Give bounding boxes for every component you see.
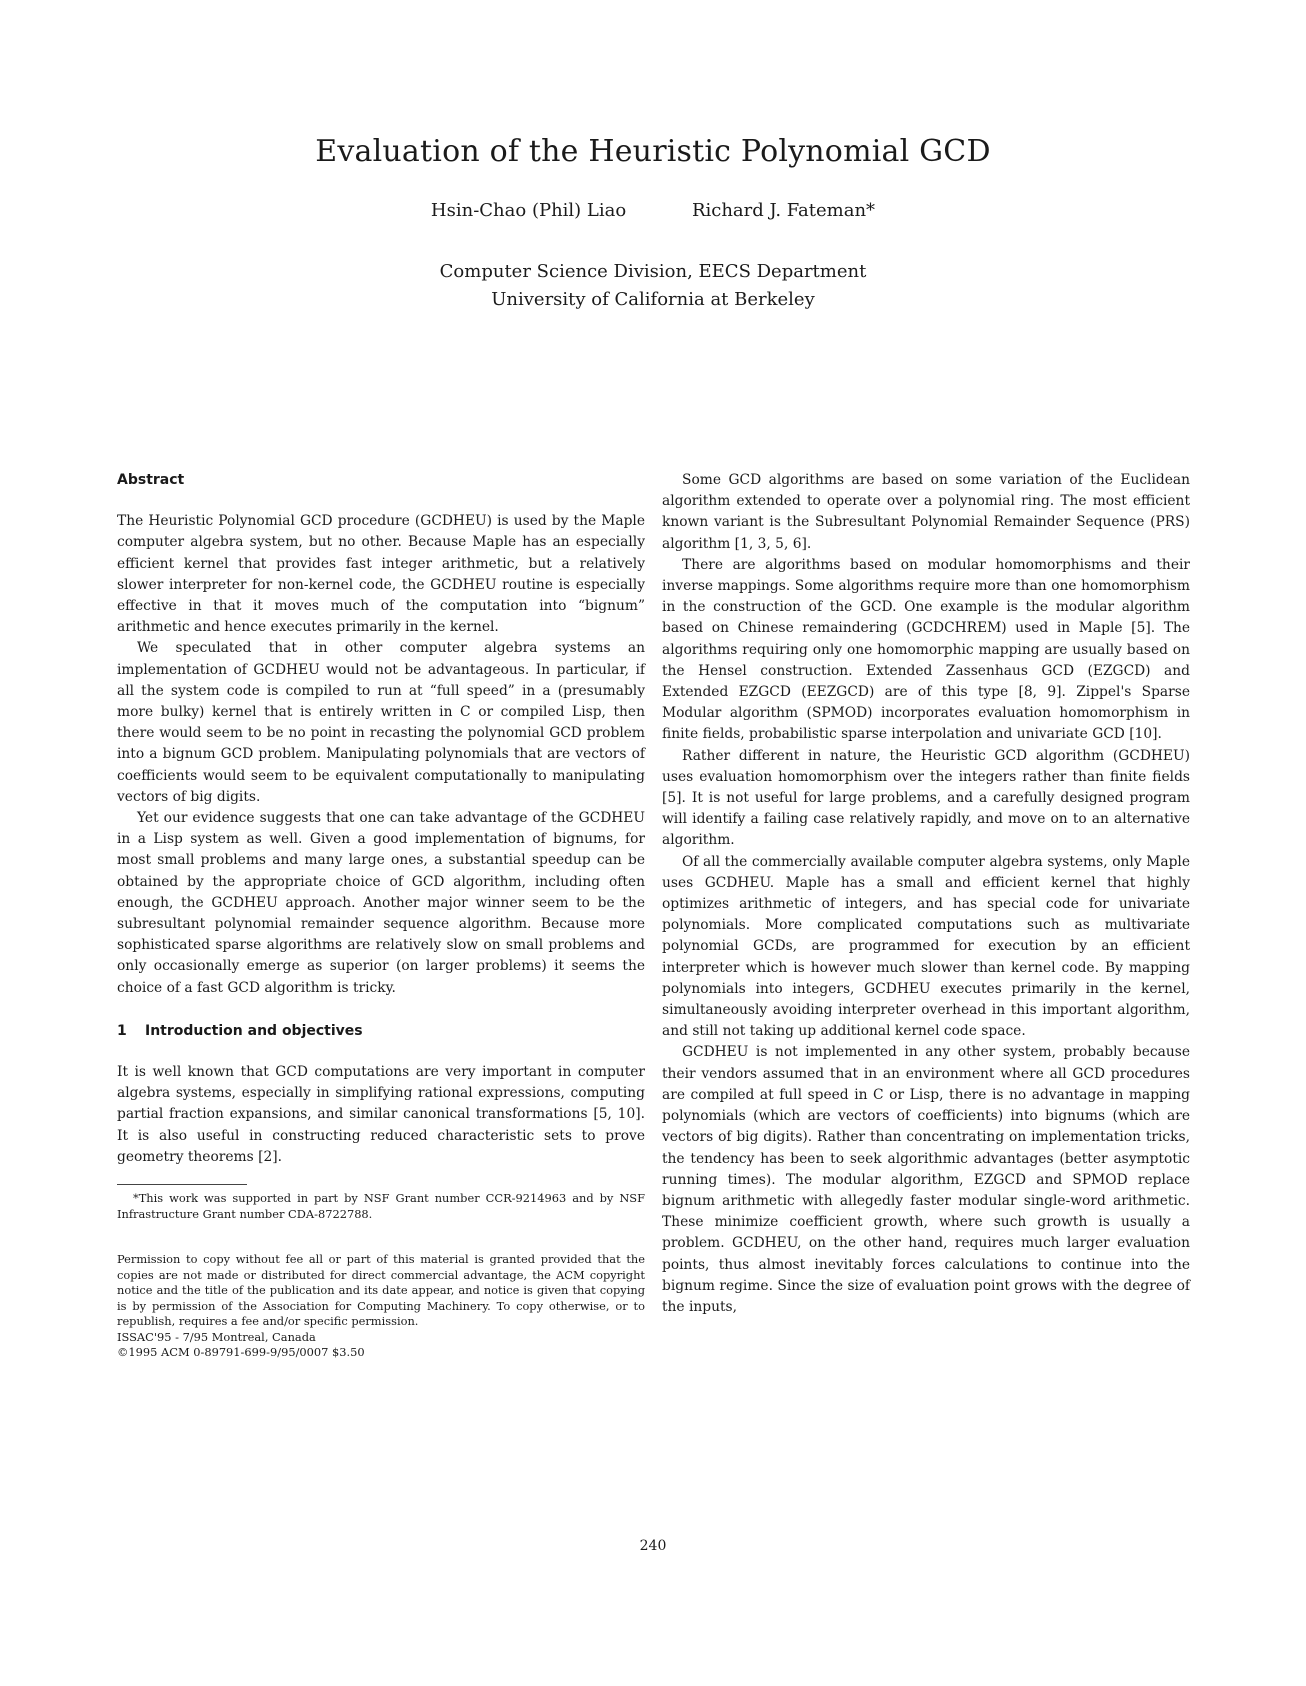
affiliation-line: Computer Science Division, EECS Department (439, 261, 867, 282)
author-list (0, 200, 1306, 221)
section-title: Introduction and objectives (145, 1022, 363, 1039)
paper-title: Evaluation of the Heuristic Polynomial GCD (315, 134, 991, 169)
right-column (662, 470, 1190, 1318)
section-number: 1 (117, 1022, 127, 1039)
copyright-notice (117, 1252, 645, 1361)
abstract-paragraph: The Heuristic Polynomial GCD procedure (GCDHEU) is used by the Maple computer algebra system, but no other. Because Maple has an especially efficient kernel that provides fast integer arithmetic, but a relatively slower interpreter for non-kernel code, the GCDHEU routine is especially effective in that it moves much of the computation into “bignum” arithmetic and hence executes primarily in the kernel. (117, 513, 645, 636)
body-paragraph: Some GCD algorithms are based on some variation of the Euclidean algorithm extended to operate over a polynomial ring. The most efficient known variant is the Subresultant Polynomial Remainder Sequence (PRS) algorithm [1, 3, 5, 6]. (662, 472, 1190, 552)
copyright-line: Permission to copy without fee all or part of this material is granted provided that the copies are not made or distributed for direct commercial advantage, the ACM copyright notice and the title of the publication and its date appear, and notice is given that copying is by permission of the Association for Computing Machinery. To copy otherwise, or to republish, requires a fee and/or specific permission. (117, 1252, 645, 1329)
page-number: 240 (639, 1538, 667, 1554)
copyright-line: ISSAC'95 - 7/95 Montreal, Canada (117, 1329, 316, 1344)
author-name: Richard J. Fateman* (691, 200, 876, 221)
section-heading (117, 1021, 645, 1042)
footnote-divider (117, 1184, 247, 1185)
body-paragraph: GCDHEU is not implemented in any other system, probably because their vendors assumed that in an environment where all GCD procedures are compiled at full speed in C or Lisp, there is no advantage in mapping polynomials (which are vectors of coefficients) into bignums (which are vectors of big digits). Rather than concentrating on implementation tricks, the tendency has been to seek algorithmic advantages (better asymptotic running times). The modular algorithm, EZGCD and SPMOD replace bignum arithmetic with allegedly faster modular single-word arithmetic. These minimize coefficient growth, where such growth is usually a problem. GCDHEU, on the other hand, requires much larger evaluation points, thus almost inevitably forces calculations to continue into the bignum regime. Since the size of evaluation point grows with the degree of the inputs, (662, 1044, 1190, 1315)
affiliation (0, 258, 1306, 314)
body-paragraph: Of all the commercially available computer algebra systems, only Maple uses GCDHEU. Maple has a small and efficient kernel that highly optimizes arithmetic of integers, and has special code for univariate polynomials. More complicated computations such as multivariate polynomial GCDs, are programmed for execution by an efficient interpreter which is however much slower than kernel code. By mapping polynomials into integers, GCDHEU executes primarily in the kernel, simultaneously avoiding interpreter overhead in this important algorithm, and still not taking up additional kernel code space. (662, 853, 1190, 1040)
author-name: Hsin-Chao (Phil) Liao (430, 200, 627, 221)
copyright-line: ©1995 ACM 0-89791-699-9/95/0007 $3.50 (117, 1345, 365, 1360)
abstract-paragraph: Yet our evidence suggests that one can take advantage of the GCDHEU in a Lisp system as well. Given a good implementation of bignums, for most small problems and many large ones, a substantial speedup can be obtained by the appropriate choice of GCD algorithm, including often enough, the GCDHEU approach. Another major winner seem to be the subresultant polynomial remainder sequence algorithm. Because more sophisticated sparse algorithms are relatively slow on small problems and only occasionally emerge as superior (on larger problems) it seems the choice of a fast GCD algorithm is tricky. (117, 810, 645, 996)
left-column (117, 470, 645, 1361)
body-paragraph: It is well known that GCD computations are very important in computer algebra systems, especially in simplifying rational expressions, computing partial fraction expansions, and similar canonical transformations [5, 10]. It is also useful in constructing reduced characteristic sets to prove geometry theorems [2]. (117, 1064, 645, 1165)
body-paragraph: Rather different in nature, the Heuristic GCD algorithm (GCDHEU) uses evaluation homomorphism over the integers rather than finite fields [5]. It is not useful for large problems, and a carefully designed program will identify a failing case relatively rapidly, and move on to an alternative algorithm. (662, 747, 1190, 849)
body-paragraph: There are algorithms based on modular homomorphisms and their inverse mappings. Some algorithms require more than one homomorphism in the construction of the GCD. One example is the modular algorithm based on Chinese remaindering (GCDCHREM) used in Maple [5]. The algorithms requiring only one homomorphic mapping are usually based on the Hensel construction. Extended Zassenhaus GCD (EZGCD) and Extended EZGCD (EEZGCD) are of this type [8, 9]. Zippel's Sparse Modular algorithm (SPMOD) incorporates evaluation homomorphism in finite fields, probabilistic sparse interpolation and univariate GCD [10]. (662, 556, 1190, 743)
footnote: *This work was supported in part by NSF Grant number CCR-9214963 and by NSF Infrastructure Grant number CDA-8722788. (117, 1191, 645, 1221)
affiliation-line: University of California at Berkeley (491, 289, 815, 310)
abstract-paragraph: We speculated that in other computer algebra systems an implementation of GCDHEU would not be advantageous. In particular, if all the system code is compiled to run at “full speed” in a (presumably more bulky) kernel that is entirely written in C or compiled Lisp, then there would seem to be no point in recasting the polynomial GCD problem into a bignum GCD problem. Manipulating polynomials that are vectors of coefficients would seem to be equivalent computationally to manipulating vectors of big digits. (117, 640, 645, 805)
abstract-heading: Abstract (117, 472, 185, 488)
